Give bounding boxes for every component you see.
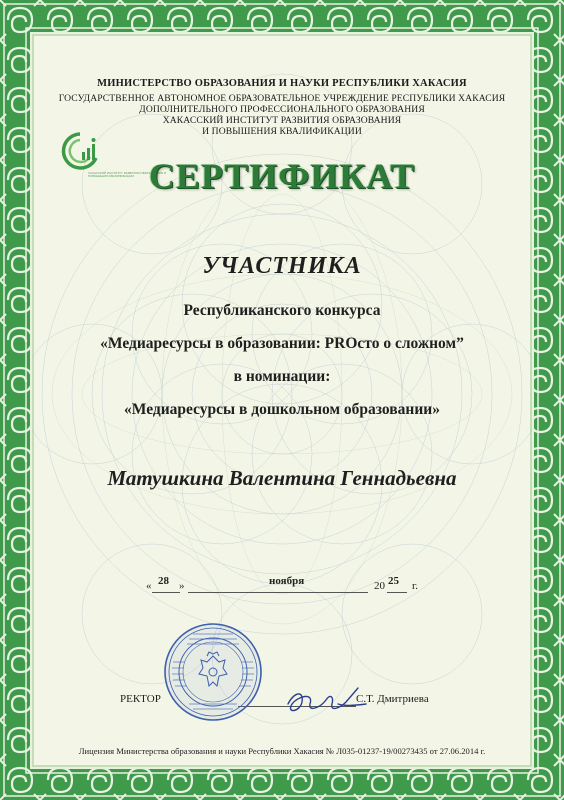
org-line-4: И ПОВЫШЕНИЯ КВАЛИФИКАЦИИ (202, 126, 362, 137)
org-line-3: ХАКАССКИЙ ИНСТИТУТ РАЗВИТИЯ ОБРАЗОВАНИЯ (162, 115, 402, 126)
official-seal-icon (163, 622, 263, 722)
signatory-title: РЕКТОР (120, 693, 161, 705)
date-close-quote: » (179, 580, 185, 592)
recipient-name: Матушкина Валентина Геннадьевна (107, 466, 457, 490)
ministry-heading: МИНИСТЕРСТВО ОБРАЗОВАНИЯ И НАУКИ РЕСПУБЛИКИ ХАКАСИЯ (97, 78, 467, 89)
date-month-underline (188, 592, 368, 593)
org-line-2: ДОПОЛНИТЕЛЬНОГО ПРОФЕССИОНАЛЬНОГО ОБРАЗОВАНИЯ (139, 104, 425, 115)
nomination-label: в номинации: (233, 368, 331, 385)
org-line-1: ГОСУДАРСТВЕННОЕ АВТОНОМНОЕ ОБРАЗОВАТЕЛЬНОЕ УЧРЕЖДЕНИЕ РЕСПУБЛИКИ ХАКАСИЯ (58, 93, 506, 104)
contest-line-1: Республиканского конкурса (183, 302, 381, 319)
signatory-name: С.Т. Дмитриева (356, 693, 429, 705)
nomination-name: «Медиаресурсы в дошкольном образовании» (124, 401, 440, 418)
certificate-body (32, 34, 532, 767)
contest-line-2: «Медиаресурсы в образовании: PROсто о сложном” (100, 335, 464, 352)
certificate-title: СЕРТИФИКАТ (148, 156, 416, 196)
date-day-underline (152, 592, 180, 593)
date-month: ноября (269, 575, 305, 587)
logo-caption: ХАКАССКИЙ ИНСТИТУТ РАЗВИТИЯ ОБРАЗОВАНИЯ И ПОВЫШЕНИЯ КВАЛИФИКАЦИИ (88, 171, 166, 179)
recipient-role: УЧАСТНИКА (202, 253, 362, 279)
issue-date (144, 575, 444, 600)
date-day: 28 (158, 575, 169, 587)
date-year-underline (387, 592, 407, 593)
date-open-quote: « (146, 580, 152, 592)
date-year-unit: г. (412, 580, 419, 592)
license-footer: Лицензия Министерства образования и науки Республики Хакасия № Л035-01237-19/00273435 от 27.06.2014 г. (78, 746, 486, 756)
date-year-prefix: 20 (374, 580, 385, 592)
handwritten-signature (280, 674, 370, 722)
date-year-suffix: 25 (388, 575, 399, 587)
